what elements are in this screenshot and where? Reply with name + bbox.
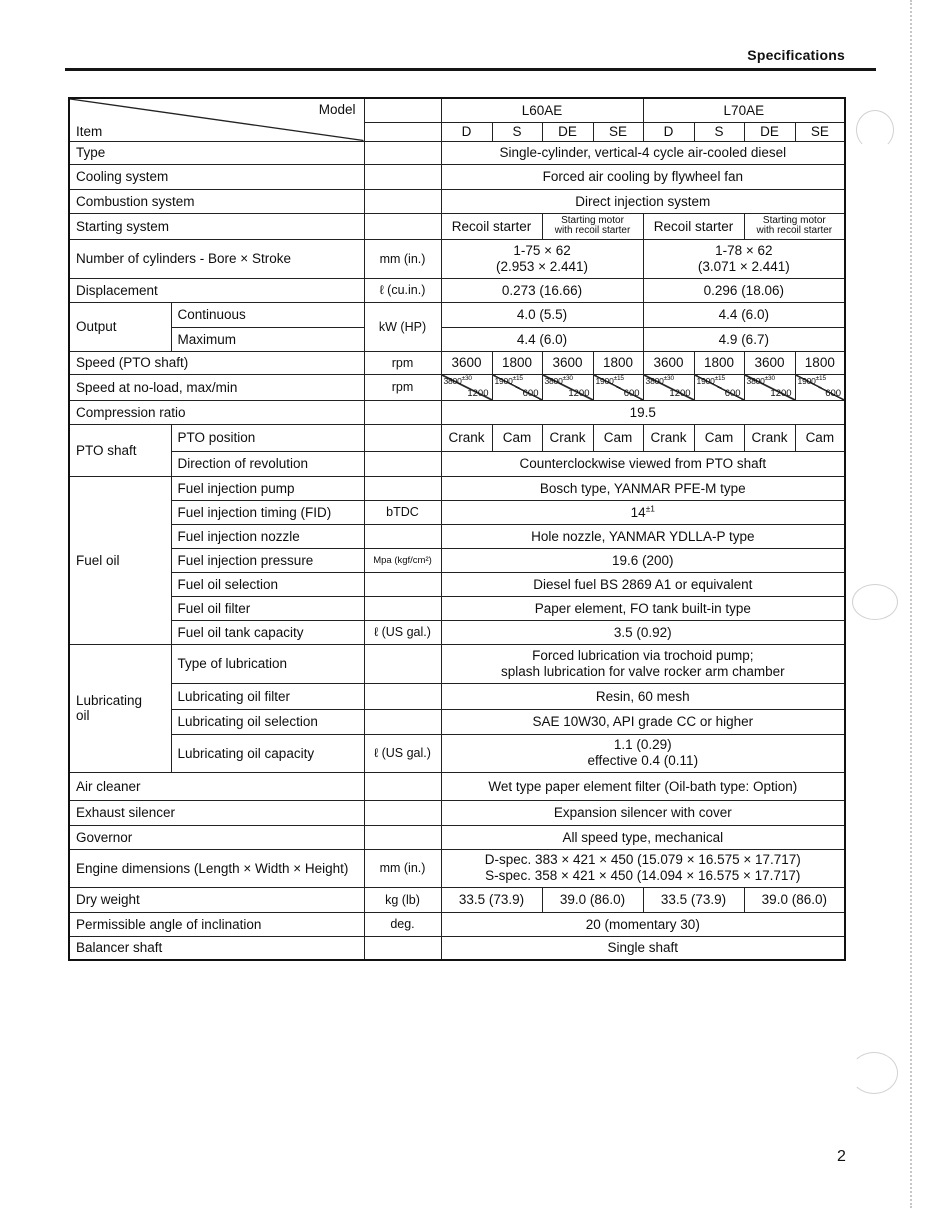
type-value: Single-cylinder, vertical-4 cycle air-cooled diesel [441, 141, 845, 164]
compression-label: Compression ratio [69, 400, 364, 424]
starting-motor-line1: Starting motor [561, 214, 624, 226]
governor-label: Governor [69, 825, 364, 849]
speed-value: 1800 [492, 351, 542, 374]
exhaust-value: Expansion silencer with cover [441, 800, 845, 825]
row-fuel-timing [69, 500, 845, 524]
row-pto-position [69, 424, 845, 451]
type-label: Type [69, 141, 364, 164]
unit-cell [364, 400, 441, 424]
timing-tolerance: ±1 [645, 503, 655, 513]
row-speed-pto [69, 351, 845, 374]
lubricating-group-line2: oil [76, 708, 90, 723]
dimensions-unit: mm (in.) [364, 849, 441, 887]
noload-value [542, 374, 593, 400]
noload-value [694, 374, 744, 400]
unit-cell [364, 683, 441, 709]
unit-cell [364, 572, 441, 596]
noload-max: 3800 [544, 375, 563, 386]
pto-position-value: Cam [593, 424, 643, 451]
lub-capacity-line2: effective 0.4 (0.11) [587, 753, 699, 768]
unit-cell [364, 164, 441, 189]
pto-group-label: PTO shaft [69, 424, 171, 476]
combustion-value: Direct injection system [441, 189, 845, 213]
fuel-tank-value: 3.5 (0.92) [441, 620, 845, 644]
pto-position-value: Crank [643, 424, 694, 451]
lub-selection-value: SAE 10W30, API grade CC or higher [441, 709, 845, 734]
pto-position-value: Crank [542, 424, 593, 451]
unit-cell [364, 709, 441, 734]
displacement-l70: 0.296 (18.06) [643, 278, 845, 302]
noload-min: 1200 [568, 387, 590, 399]
scan-artifact [852, 584, 898, 620]
row-fuel-selection [69, 572, 845, 596]
row-dry-weight [69, 887, 845, 912]
output-maximum-l60: 4.4 (6.0) [441, 327, 643, 351]
fuel-filter-label: Fuel oil filter [171, 596, 364, 620]
air-cleaner-value: Wet type paper element filter (Oil-bath type: Option) [441, 772, 845, 800]
pto-position-value: Crank [441, 424, 492, 451]
noload-min: 600 [825, 387, 842, 399]
noload-min: 600 [522, 387, 539, 399]
noload-max: 3800 [746, 375, 765, 386]
lub-type-value [441, 644, 845, 683]
noload-min: 1200 [467, 387, 489, 399]
noload-value [492, 374, 542, 400]
dimensions-value [441, 849, 845, 887]
unit-cell [364, 524, 441, 548]
lub-type-line2: splash lubrication for valve rocker arm chamber [500, 663, 785, 679]
output-continuous-label: Continuous [171, 302, 364, 327]
timing-number: 14 [630, 504, 646, 520]
speed-value: 3600 [441, 351, 492, 374]
noload-value [744, 374, 795, 400]
noload-min: 600 [724, 387, 741, 399]
speed-noload-label: Speed at no-load, max/min [69, 374, 364, 400]
row-output-maximum [69, 327, 845, 351]
speed-noload-unit: rpm [364, 374, 441, 400]
starting-motor-line2: with recoil starter [554, 225, 631, 236]
noload-tol: ±30 [764, 374, 775, 382]
row-governor [69, 825, 845, 849]
speed-value: 3600 [643, 351, 694, 374]
model-l60ae: L60AE [441, 98, 643, 122]
displacement-l60: 0.273 (16.66) [441, 278, 643, 302]
output-continuous-l70: 4.4 (6.0) [643, 302, 845, 327]
starting-l60-recoil: Recoil starter [441, 213, 542, 239]
noload-tol: ±30 [663, 374, 674, 382]
row-fuel-filter [69, 596, 845, 620]
noload-tol: ±15 [613, 374, 624, 382]
noload-min: 1200 [770, 387, 792, 399]
unit-cell [364, 596, 441, 620]
fuel-tank-label: Fuel oil tank capacity [171, 620, 364, 644]
speed-value: 1800 [694, 351, 744, 374]
fuel-selection-value: Diesel fuel BS 2869 A1 or equivalent [441, 572, 845, 596]
unit-cell [364, 644, 441, 683]
cylinders-l60-value [441, 239, 643, 278]
lubricating-group-label [69, 644, 171, 772]
noload-tol: ±15 [714, 374, 725, 382]
row-output-continuous [69, 302, 845, 327]
lub-filter-value: Resin, 60 mesh [441, 683, 845, 709]
dimensions-s-spec: S-spec. 358 × 421 × 450 (14.094 × 16.575 × 17.717) [485, 868, 801, 883]
pto-position-value: Crank [744, 424, 795, 451]
output-maximum-label: Maximum [171, 327, 364, 351]
pto-position-value: Cam [694, 424, 744, 451]
scan-artifact [856, 110, 894, 150]
row-lub-selection [69, 709, 845, 734]
variant-col: D [643, 122, 694, 141]
unit-cell [364, 141, 441, 164]
inclination-label: Permissible angle of inclination [69, 912, 364, 936]
noload-max: 1900 [595, 375, 614, 386]
fuel-pressure-label: Fuel injection pressure [171, 548, 364, 572]
output-continuous-l60: 4.0 (5.5) [441, 302, 643, 327]
row-pto-direction [69, 451, 845, 476]
noload-tol: ±30 [461, 374, 472, 382]
unit-cell [364, 476, 441, 500]
air-cleaner-label: Air cleaner [69, 772, 364, 800]
unit-cell [364, 936, 441, 960]
noload-value [795, 374, 845, 400]
noload-min: 600 [623, 387, 640, 399]
pto-position-value: Cam [795, 424, 845, 451]
cylinders-label: Number of cylinders - Bore × Stroke [69, 239, 364, 278]
dimensions-label: Engine dimensions (Length × Width × Height) [69, 849, 364, 887]
row-cooling [69, 164, 845, 189]
balancer-value: Single shaft [441, 936, 845, 960]
unit-cell [364, 189, 441, 213]
fuel-pump-value: Bosch type, YANMAR PFE-M type [441, 476, 845, 500]
unit-cell [364, 424, 441, 451]
fuel-pressure-value: 19.6 (200) [441, 548, 845, 572]
corner-cell [69, 98, 364, 141]
output-unit: kW (HP) [364, 302, 441, 351]
lub-filter-label: Lubricating oil filter [171, 683, 364, 709]
header-rule [65, 68, 876, 71]
item-label: Item [76, 123, 103, 139]
noload-max: 1900 [696, 375, 715, 386]
row-air-cleaner [69, 772, 845, 800]
row-fuel-nozzle [69, 524, 845, 548]
row-cylinders [69, 239, 845, 278]
combustion-label: Combustion system [69, 189, 364, 213]
noload-value [643, 374, 694, 400]
noload-value [441, 374, 492, 400]
output-group-label: Output [69, 302, 171, 351]
lub-capacity-label: Lubricating oil capacity [171, 734, 364, 772]
compression-value: 19.5 [441, 400, 845, 424]
row-displacement [69, 278, 845, 302]
row-lub-filter [69, 683, 845, 709]
noload-min: 1200 [669, 387, 691, 399]
fuel-selection-label: Fuel oil selection [171, 572, 364, 596]
header-row-models [69, 98, 845, 122]
unit-cell [364, 451, 441, 476]
speed-value: 1800 [593, 351, 643, 374]
noload-tol: ±15 [815, 374, 826, 382]
fuel-timing-label: Fuel injection timing (FID) [171, 500, 364, 524]
row-speed-noload [69, 374, 845, 400]
bore-stroke-in: (3.071 × 2.441) [697, 258, 790, 274]
starting-l70-recoil: Recoil starter [643, 213, 744, 239]
fuel-tank-unit: ℓ (US gal.) [364, 620, 441, 644]
spec-table [68, 97, 846, 961]
dry-weight-value: 39.0 (86.0) [542, 887, 643, 912]
unit-header-empty [364, 98, 441, 122]
variant-col: DE [542, 122, 593, 141]
fuel-pressure-unit: Mpa (kgf/cm²) [364, 548, 441, 572]
variant-col: S [694, 122, 744, 141]
variant-col: SE [593, 122, 643, 141]
row-inclination [69, 912, 845, 936]
bore-stroke-in: (2.953 × 2.441) [496, 258, 588, 274]
scan-edge-line [910, 0, 912, 1208]
dry-weight-label: Dry weight [69, 887, 364, 912]
unit-cell [364, 772, 441, 800]
starting-label: Starting system [69, 213, 364, 239]
row-exhaust [69, 800, 845, 825]
lub-capacity-unit: ℓ (US gal.) [364, 734, 441, 772]
output-maximum-l70: 4.9 (6.7) [643, 327, 845, 351]
starting-motor-line1: Starting motor [762, 214, 826, 226]
noload-tol: ±15 [512, 374, 523, 382]
unit-cell [364, 213, 441, 239]
noload-tol: ±30 [562, 374, 573, 382]
variant-col: SE [795, 122, 845, 141]
speed-pto-unit: rpm [364, 351, 441, 374]
speed-pto-label: Speed (PTO shaft) [69, 351, 364, 374]
lub-type-line1: Forced lubrication via trochoid pump; [532, 647, 754, 663]
lubricating-group-line1: Lubricating [76, 693, 143, 708]
lub-capacity-line1: 1.1 (0.29) [613, 737, 672, 753]
fuel-timing-unit: bTDC [364, 500, 441, 524]
noload-max: 3800 [645, 375, 664, 386]
lub-selection-label: Lubricating oil selection [171, 709, 364, 734]
inclination-value: 20 (momentary 30) [441, 912, 845, 936]
bore-stroke-mm: 1-75 × 62 [513, 242, 571, 258]
balancer-label: Balancer shaft [69, 936, 364, 960]
pto-direction-value: Counterclockwise viewed from PTO shaft [441, 451, 845, 476]
row-balancer [69, 936, 845, 960]
scan-artifact [850, 1052, 898, 1094]
cooling-label: Cooling system [69, 164, 364, 189]
displacement-unit: ℓ (cu.in.) [364, 278, 441, 302]
pto-direction-label: Direction of revolution [171, 451, 364, 476]
starting-l60-motor [542, 213, 643, 239]
pto-position-value: Cam [492, 424, 542, 451]
noload-max: 3800 [443, 375, 462, 386]
row-fuel-tank [69, 620, 845, 644]
model-label: Model [318, 102, 356, 117]
speed-value: 1800 [795, 351, 845, 374]
row-dimensions [69, 849, 845, 887]
fuel-pump-label: Fuel injection pump [171, 476, 364, 500]
dry-weight-value: 33.5 (73.9) [643, 887, 744, 912]
fuel-timing-value [441, 500, 845, 524]
unit-cell [364, 800, 441, 825]
pto-position-label: PTO position [171, 424, 364, 451]
unit-cell [364, 825, 441, 849]
dimensions-d-spec: D-spec. 383 × 421 × 450 (15.079 × 16.575 × 17.717) [484, 852, 801, 868]
fuel-group-label: Fuel oil [69, 476, 171, 644]
noload-value [593, 374, 643, 400]
governor-value: All speed type, mechanical [441, 825, 845, 849]
cooling-value: Forced air cooling by flywheel fan [441, 164, 845, 189]
cylinders-unit: mm (in.) [364, 239, 441, 278]
row-compression [69, 400, 845, 424]
inclination-unit: deg. [364, 912, 441, 936]
row-fuel-pump [69, 476, 845, 500]
page-title: Specifications [747, 47, 845, 63]
noload-max: 1900 [494, 375, 513, 386]
dry-weight-value: 33.5 (73.9) [441, 887, 542, 912]
speed-value: 3600 [744, 351, 795, 374]
starting-l70-motor [744, 213, 845, 239]
noload-max: 1900 [797, 375, 816, 386]
bore-stroke-mm: 1-78 × 62 [715, 242, 773, 258]
dry-weight-unit: kg (lb) [364, 887, 441, 912]
variant-col: D [441, 122, 492, 141]
row-starting [69, 213, 845, 239]
lub-type-label: Type of lubrication [171, 644, 364, 683]
fuel-nozzle-label: Fuel injection nozzle [171, 524, 364, 548]
unit-header-empty [364, 122, 441, 141]
row-lub-type [69, 644, 845, 683]
page-number: 2 [837, 1148, 846, 1165]
starting-motor-line2: with recoil starter [756, 225, 833, 236]
variant-col: S [492, 122, 542, 141]
exhaust-label: Exhaust silencer [69, 800, 364, 825]
fuel-filter-value: Paper element, FO tank built-in type [441, 596, 845, 620]
row-lub-capacity [69, 734, 845, 772]
variant-col: DE [744, 122, 795, 141]
cylinders-l70-value [643, 239, 845, 278]
row-combustion [69, 189, 845, 213]
dry-weight-value: 39.0 (86.0) [744, 887, 845, 912]
row-fuel-pressure [69, 548, 845, 572]
row-type [69, 141, 845, 164]
lub-capacity-value [441, 734, 845, 772]
speed-value: 3600 [542, 351, 593, 374]
model-l70ae: L70AE [643, 98, 845, 122]
fuel-nozzle-value: Hole nozzle, YANMAR YDLLA-P type [441, 524, 845, 548]
displacement-label: Displacement [69, 278, 364, 302]
